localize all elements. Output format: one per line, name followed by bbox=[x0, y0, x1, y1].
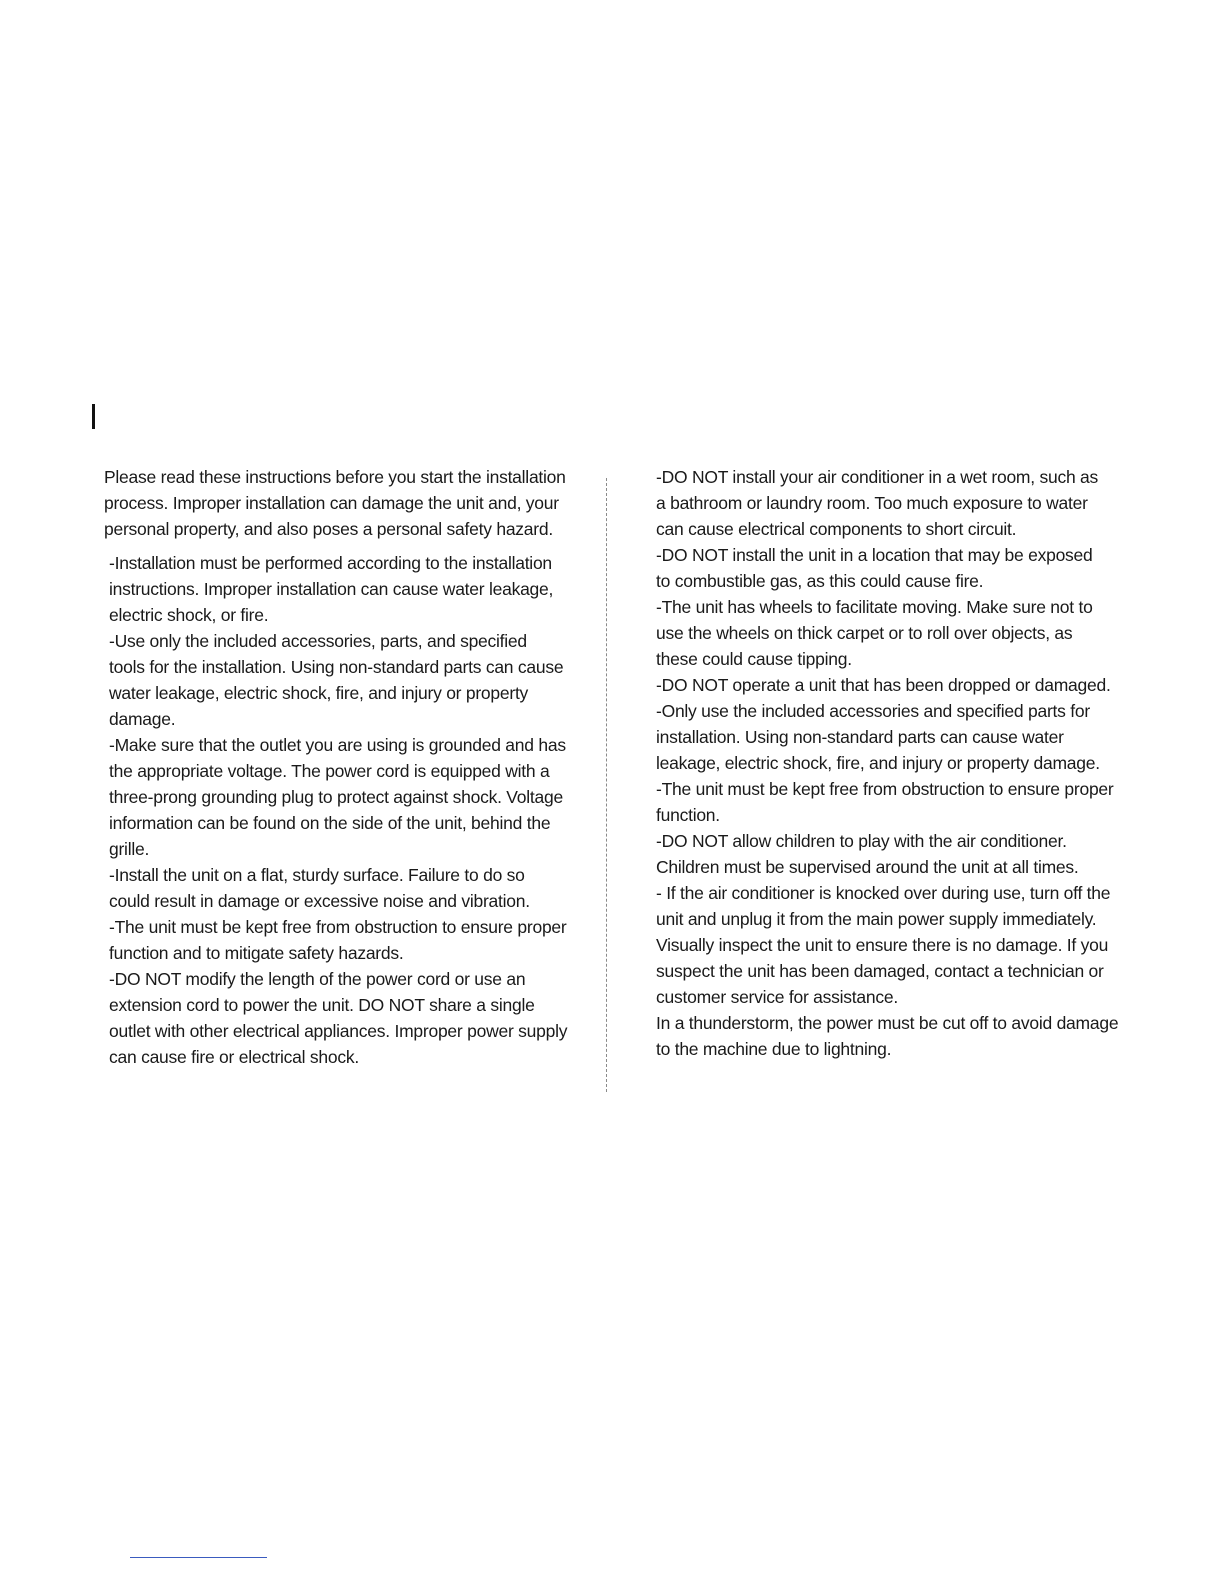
safety-item: -DO NOT operate a unit that has been dropped or damaged. bbox=[656, 675, 1111, 695]
safety-item: -The unit has wheels to facilitate moving. Make sure not to use the wheels on thick carpet or to roll over objects, as these could cause tipping. bbox=[656, 597, 1093, 669]
safety-item: -Install the unit on a flat, sturdy surface. Failure to do so could result in damage or excessive noise and vibration. bbox=[109, 865, 530, 911]
safety-item: In a thunderstorm, the power must be cut off to avoid damage to the machine due to lightning. bbox=[656, 1013, 1119, 1059]
safety-item: -Installation must be performed according to the installation instructions. Improper installation can cause water leakage, electric shock, or fire. bbox=[109, 553, 554, 625]
safety-item: -Use only the included accessories, parts, and specified tools for the installation. Using non-standard parts can cause water leakage, electric shock, fire, and injury or property damage. bbox=[109, 631, 564, 729]
safety-item: -The unit must be kept free from obstruction to ensure proper function. bbox=[656, 779, 1114, 825]
safety-item: -Make sure that the outlet you are using is grounded and has the appropriate voltage. The power cord is equipped with a three-prong grounding plug to protect against shock. Voltage information can be found on the side of the unit, behind the grille. bbox=[109, 735, 566, 859]
safety-item: -The unit must be kept free from obstruction to ensure proper function and to mitigate safety hazards. bbox=[109, 917, 567, 963]
left-column bbox=[104, 464, 574, 1070]
safety-item: -DO NOT modify the length of the power cord or use an extension cord to power the unit. DO NOT share a single outlet with other electrical appliances. Improper power supply can cause fire or electrical shock. bbox=[109, 969, 568, 1067]
footer-rule bbox=[130, 1557, 267, 1558]
column-divider bbox=[606, 478, 607, 1092]
safety-item: -DO NOT allow children to play with the air conditioner. Children must be supervised around the unit at all times. bbox=[656, 831, 1079, 877]
safety-item: -DO NOT install your air conditioner in a wet room, such as a bathroom or laundry room. Too much exposure to water can cause electrical components to short circuit. bbox=[656, 467, 1099, 539]
safety-item: -DO NOT install the unit in a location that may be exposed to combustible gas, as this could cause fire. bbox=[656, 545, 1093, 591]
right-column bbox=[656, 464, 1126, 1062]
intro-paragraph: Please read these instructions before you start the installation process. Improper installation can damage the unit and, your personal property, and also poses a personal safety hazard. bbox=[104, 467, 566, 539]
safety-item: - If the air conditioner is knocked over during use, turn off the unit and unplug it from the main power supply immediately. Visually inspect the unit to ensure there is no damage. If you suspect the unit has been damaged, contact a technician or customer service for assistance. bbox=[656, 883, 1111, 1007]
section-marker-bar bbox=[92, 404, 95, 429]
safety-item: -Only use the included accessories and specified parts for installation. Using non-standard parts can cause water leakage, electric shock, fire, and injury or property damage. bbox=[656, 701, 1100, 773]
